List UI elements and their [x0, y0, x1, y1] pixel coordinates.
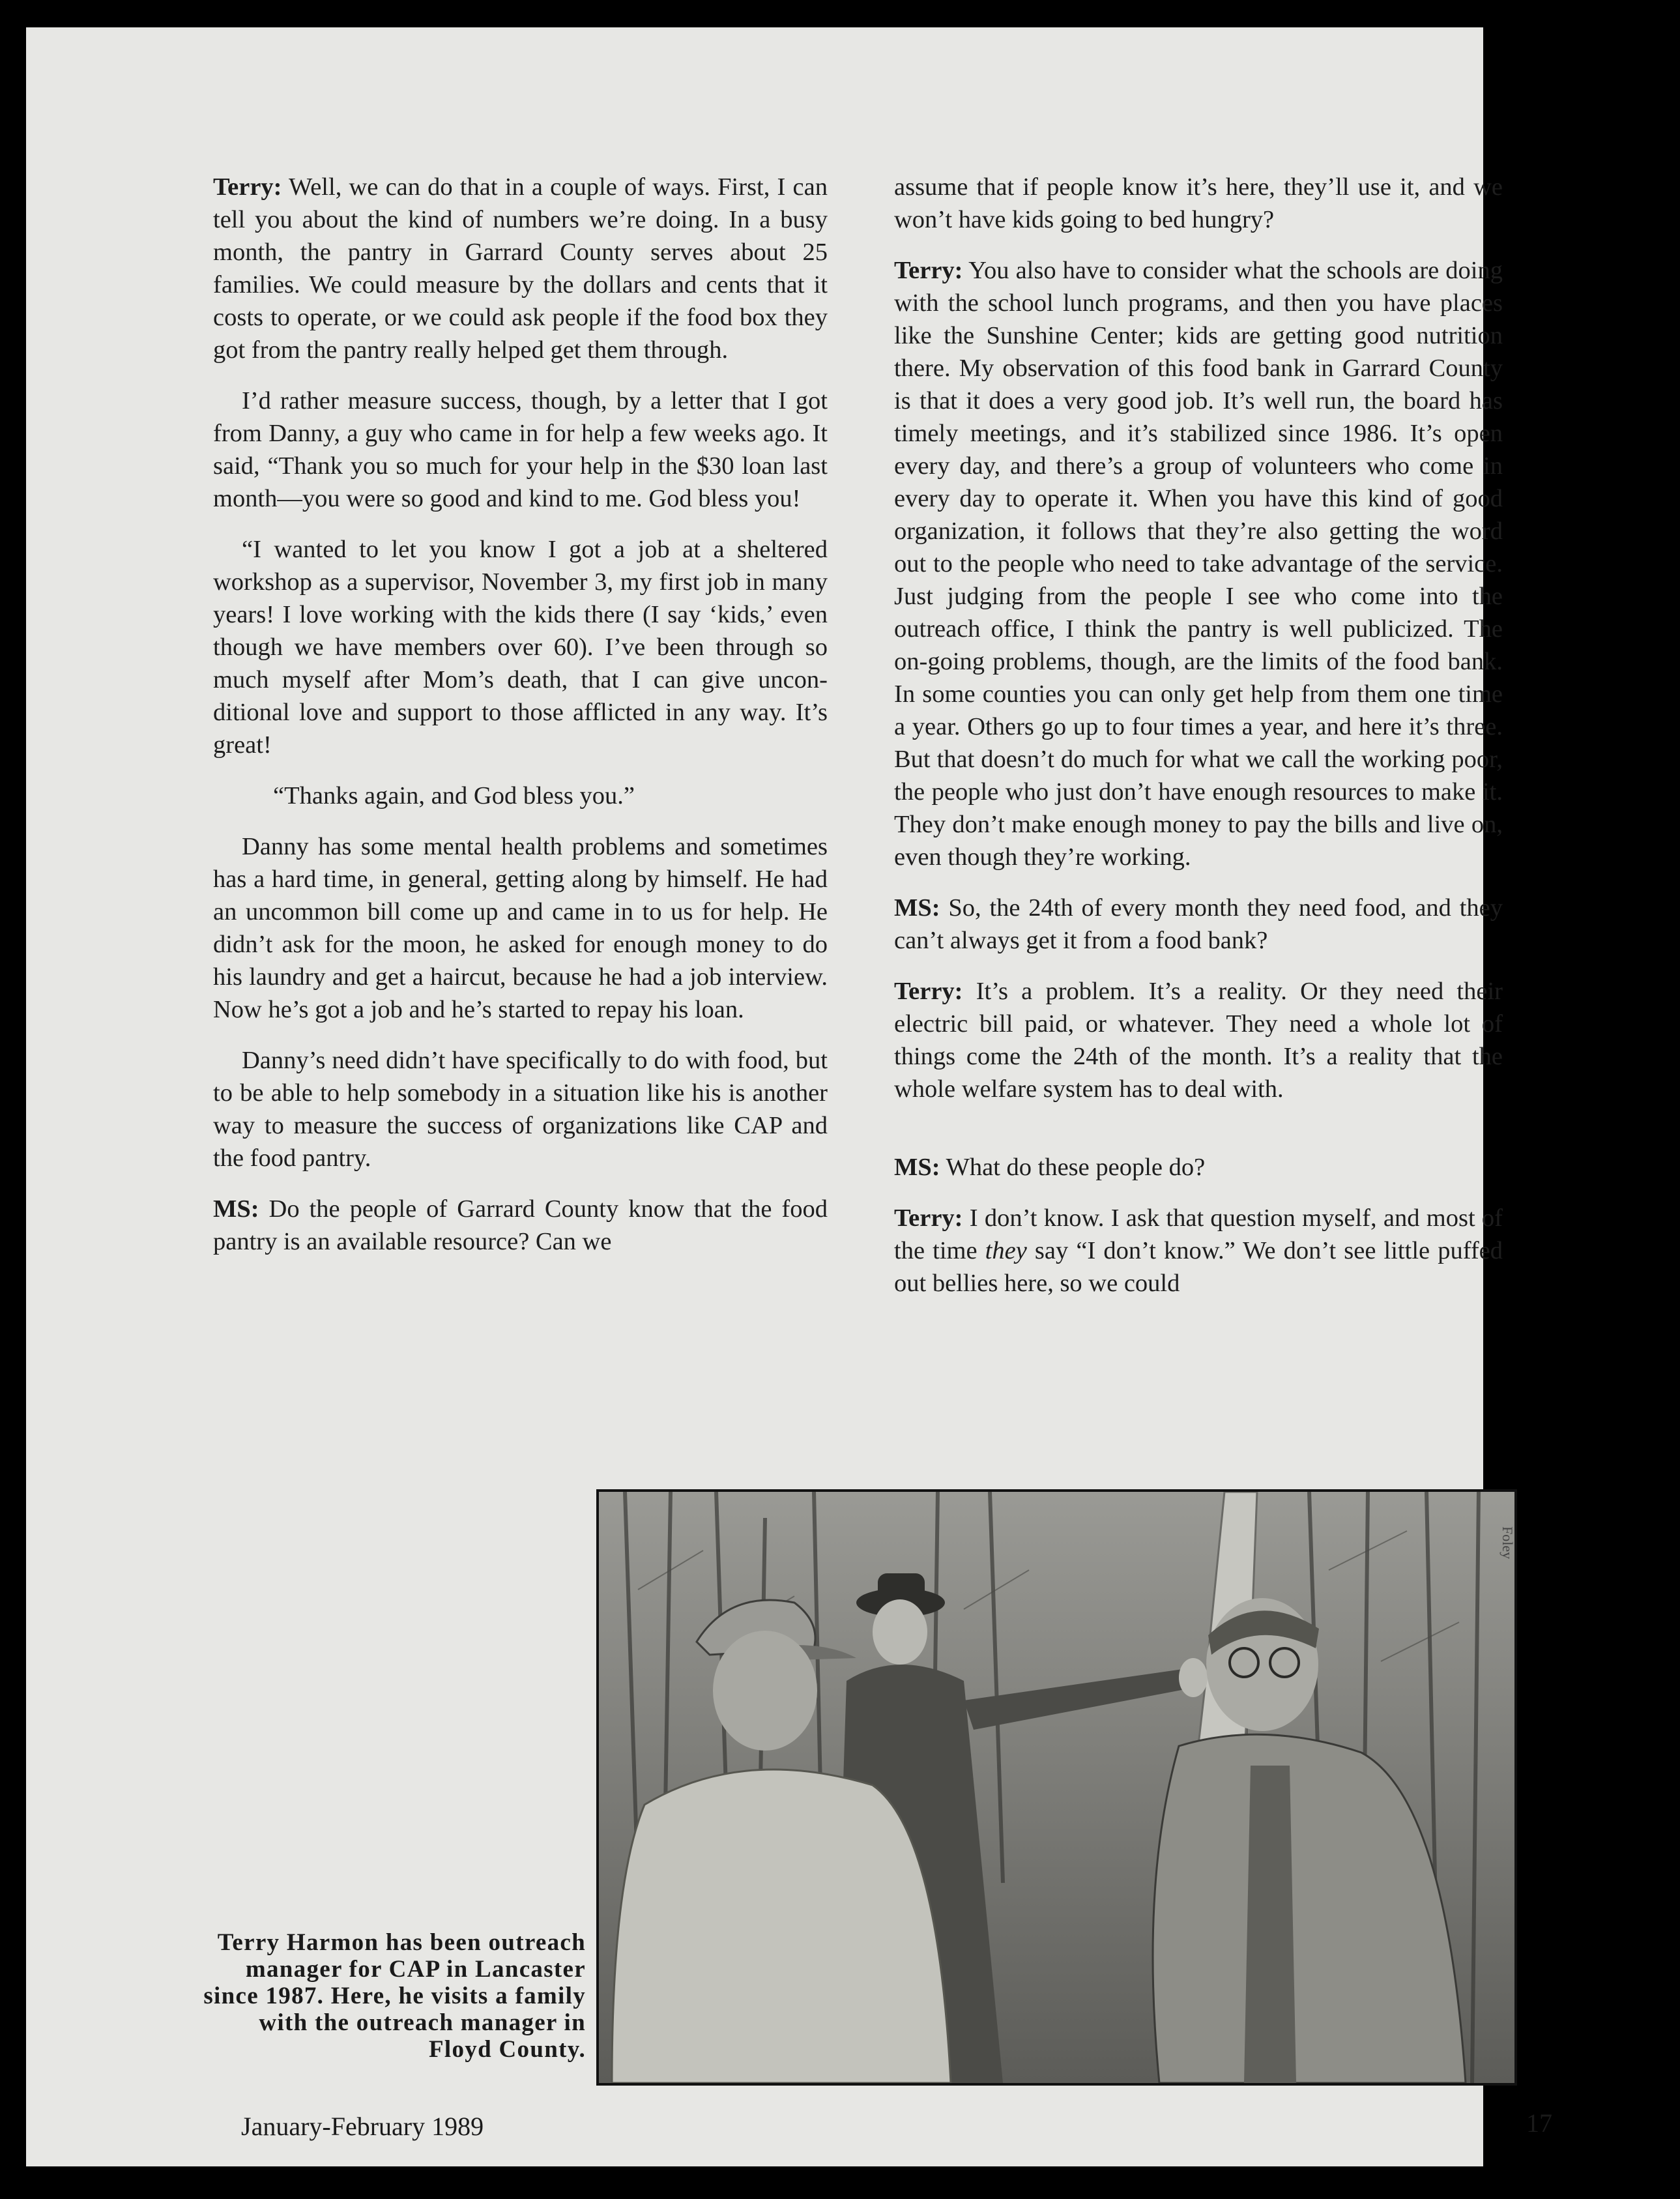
- photograph: [596, 1489, 1517, 2086]
- speaker-label: MS:: [213, 1195, 259, 1223]
- paragraph-text: So, the 24th of every month they need food, and they can’t always get it from a food bank?: [894, 894, 1503, 954]
- paragraph: “I wanted to let you know I got a job at a sheltered workshop as a supervisor, November 3, my first job in many years! I love working with the kids there (I say ‘kids,’ even though we have members over 60). I’ve been through so much myself after Mom’s death, that I can give unconditional love and support to those afflicted in any way. It’s great!: [213, 536, 828, 759]
- right-column: [894, 171, 1503, 1318]
- photo-illustration: [599, 1492, 1514, 2083]
- paragraph-text: Well, we can do that in a couple of ways. First, I can tell you about the kind of numbers we’re doing. In a busy month, the pantry in Garrard County serves about 25 families. We could measure by the dollars and cents that it costs to operate, or we could ask people if the food box they got from the pantry really helped get them through.: [213, 173, 828, 364]
- paragraph: [894, 1151, 1503, 1184]
- left-column: [213, 171, 828, 1276]
- photo-caption: Terry Harmon has been outreach manager for CAP in Lancaster since 1987. Here, he visits a family with the outreach manager in Floyd County.: [203, 1929, 586, 2063]
- paragraph: [213, 1193, 828, 1258]
- speaker-label: MS:: [894, 894, 940, 922]
- speaker-label: Terry:: [213, 173, 282, 201]
- paragraph: “Thanks again, and God bless you.”: [273, 782, 635, 809]
- speaker-label: Terry:: [894, 1204, 963, 1232]
- paragraph-text: Do the people of Garrard County know that the food pantry is an available resource? Can we: [213, 1195, 828, 1255]
- page-number: 17: [1526, 2108, 1552, 2138]
- paragraph-text: It’s a problem. It’s a reality. Or they need their electric bill paid, or whatever. They need a whole lot of things come the 24th of the month. It’s a reality that the whole welfare system has to deal with.: [894, 978, 1503, 1103]
- magazine-page: [26, 27, 1552, 2166]
- paragraph: I’d rather measure success, though, by a letter that I got from Danny, a guy who came in for help a few weeks ago. It said, “Thank you so much for your help in the $30 loan last month—you were so good and kind to me. God bless you!: [213, 387, 828, 512]
- speaker-label: Terry:: [894, 978, 963, 1005]
- issue-date: January-February 1989: [241, 2112, 484, 2141]
- paragraph-text: You also have to consider what the schools are doing with the school lunch programs, and then you have places like the Sunshine Center; kids are getting good nutrition there. My observation of this food bank in Garrard County is that it does a very good job. It’s well run, the board has timely meetings, and it’s stabilized since 1986. It’s open every day, and there’s a group of volunteers who come in every day to operate it. When you have this kind of good organization, it follows that they’re also getting the word out to the people who need to take advantage of the service. Just judging from the people I see who come into the outreach office, I think the pantry is well publicized. The on-going problems, though, are the limits of the food bank. In some counties you can only get help from them one time a year. Others go up to four times a year, and here it’s three. But that doesn’t do much for what we call the working poor, the people who just don’t have enough resources to make it. They don’t make enough money to pay the bills and live on, even though they’re working.: [894, 257, 1503, 871]
- paragraph: [213, 171, 828, 366]
- paragraph: assume that if people know it’s here, they’ll use it, and we won’t have kids going to bed hungry?: [894, 173, 1503, 233]
- speaker-label: Terry:: [894, 257, 963, 284]
- paragraph: [894, 1202, 1503, 1300]
- paragraph-text: say “I don’t know.” We don’t see little puffed out bellies here, so we could: [894, 1237, 1503, 1297]
- speaker-label: MS:: [894, 1154, 940, 1181]
- paragraph: Danny’s need didn’t have specifically to do with food, but to be able to help somebody in a situation like his is another way to measure the success of organizations like CAP and the food pantry.: [213, 1047, 828, 1172]
- paragraph: [894, 975, 1503, 1105]
- emphasis: they: [985, 1237, 1027, 1264]
- paragraph: Danny has some mental health problems and sometimes has a hard time, in general, getting along by himself. He had an uncommon bill come up and came in to us for help. He didn’t ask for the moon, he asked for enough money to do his laundry and get a haircut, because he had a job interview. Now he’s got a job and he’s started to repay his loan.: [213, 833, 828, 1023]
- paragraph-text: I don’t know. I ask that question myself, and most of the time: [894, 1204, 1503, 1264]
- paragraph: [894, 254, 1503, 873]
- paragraph-text: What do these people do?: [940, 1154, 1206, 1181]
- paragraph: [894, 892, 1503, 957]
- photo-credit: Foley: [1499, 1526, 1516, 1560]
